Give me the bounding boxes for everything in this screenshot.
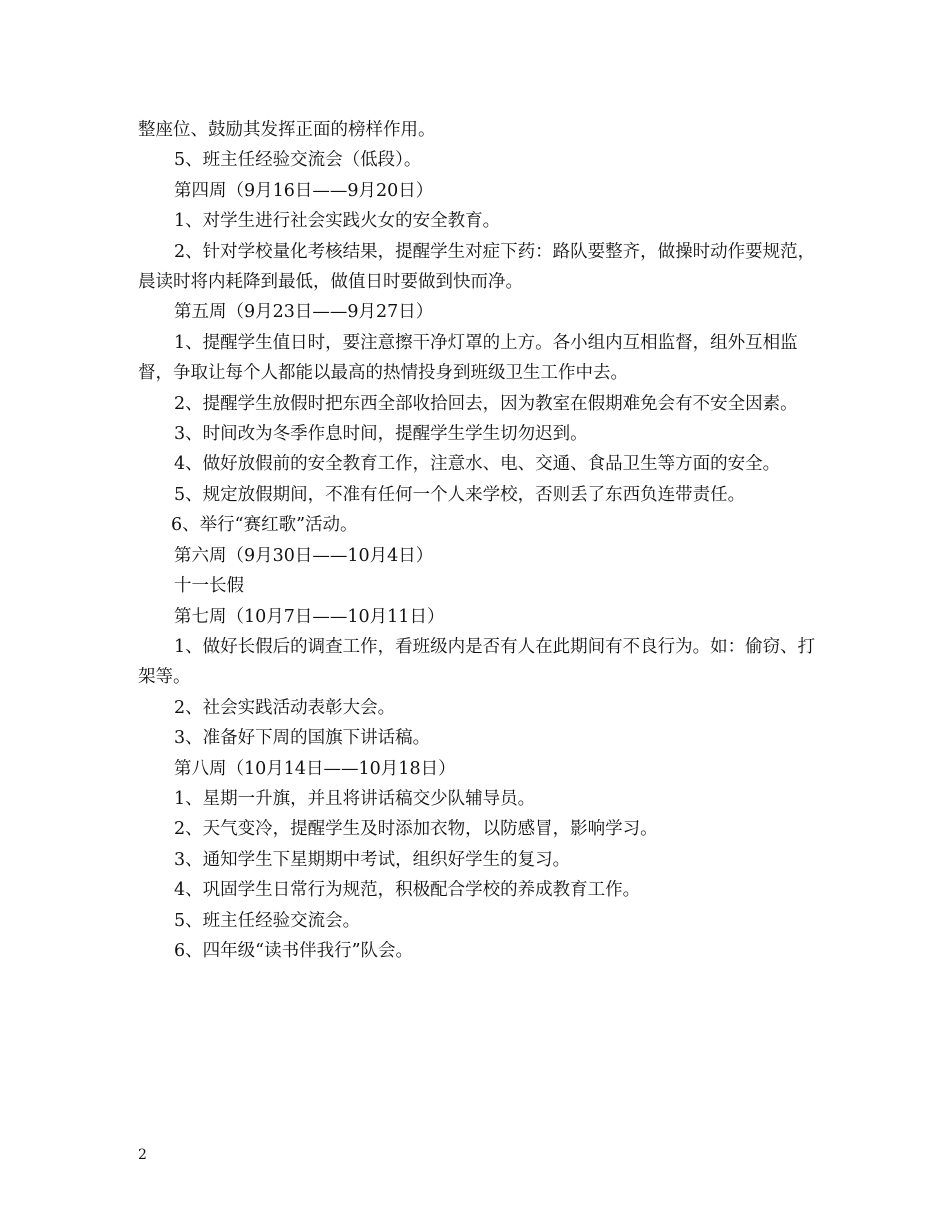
paragraph: 1、提醒学生值日时，要注意擦干净灯罩的上方。各小组内互相监督，组外互相监督，争取让每个人都能以最高的热情投身到班级卫生工作中去。	[138, 332, 798, 384]
paragraph: 3、时间改为冬季作息时间，提醒学生学生切勿迟到。	[174, 424, 588, 445]
paragraph: 2、提醒学生放假时把东西全部收拾回去，因为教室在假期难免会有不安全因素。	[174, 393, 798, 414]
paragraph: 5、班主任经验交流会（低段）。	[174, 150, 422, 171]
paragraph: 整座位、鼓励其发挥正面的榜样作用。	[138, 120, 436, 140]
paragraph: 4、做好放假前的安全教育工作，注意水、电、交通、食品卫生等方面的安全。	[174, 454, 781, 475]
page-number: 2	[138, 1147, 147, 1163]
paragraph: 6、四年级“读书伴我行”队会。	[174, 940, 414, 961]
week-heading: 第五周（9月23日——9月27日）	[174, 302, 434, 323]
week-heading: 第四周（9月16日——9月20日）	[174, 180, 434, 201]
paragraph: 3、通知学生下星期期中考试，组织好学生的复习。	[174, 849, 571, 870]
paragraph: 5、班主任经验交流会。	[174, 910, 361, 931]
paragraph: 4、巩固学生日常行为规范，积极配合学校的养成教育工作。	[174, 880, 641, 901]
paragraph: 3、准备好下周的国旗下讲话稿。	[174, 728, 431, 749]
paragraph: 1、对学生进行社会实践火女的安全教育。	[174, 211, 501, 232]
paragraph: 1、做好长假后的调查工作，看班级内是否有人在此期间有不良行为。如：偷窃、打架等。	[138, 636, 816, 688]
paragraph: 2、天气变冷，提醒学生及时添加衣物，以防感冒，影响学习。	[174, 819, 658, 840]
paragraph: 5、规定放假期间，不准有任何一个人来学校，否则丢了东西负连带责任。	[174, 484, 746, 505]
paragraph: 1、星期一升旗，并且将讲话稿交少队辅导员。	[174, 788, 536, 809]
week-heading: 第七周（10月7日——10月11日）	[174, 606, 445, 627]
week-heading: 第八周（10月14日——10月18日）	[174, 758, 456, 779]
paragraph: 2、针对学校量化考核结果，提醒学生对症下药：路队要整齐，做操时动作要规范，晨读时将内耗降到最低，做值日时要做到快而净。	[138, 241, 816, 293]
document-body	[138, 115, 828, 966]
paragraph: 6、举行“赛红歌”活动。	[171, 515, 358, 536]
paragraph: 2、社会实践活动表彰大会。	[174, 697, 396, 718]
week-heading: 第六周（9月30日——10月4日）	[174, 545, 434, 566]
paragraph: 十一长假	[174, 576, 244, 597]
